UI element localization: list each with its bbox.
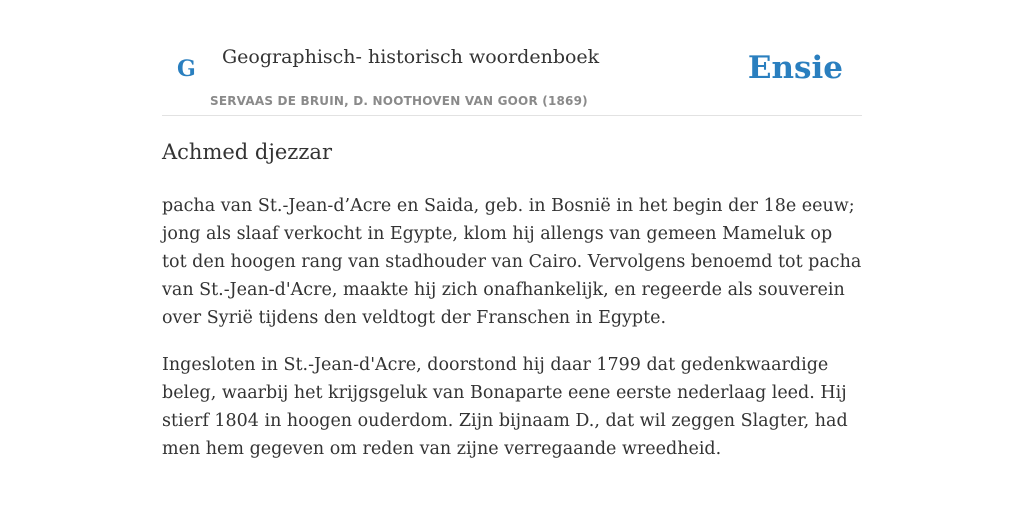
entry-paragraph-1: pacha van St.-Jean-d’Acre en Saida, geb. in Bosnië in het begin der 18e eeuw; jong als slaaf verkocht in Egypte, klom hij allengs van gemeen Mameluk op tot den hoogen rang van stadhouder van Cairo. Vervolgens benoemd tot pacha van St.-Jean-d'Acre, maakte hij zich onafhankelijk, en regeerde als souverein over Syrië tijdens den veldtogt der Franschen in Egypte. xyxy=(162,196,862,328)
entry-paragraph-2: Ingesloten in St.-Jean-d'Acre, doorstond hij daar 1799 dat gedenkwaardige beleg, waarbij het krijgsgeluk van Bonaparte eene eerste nederlaag leed. Hij stierf 1804 in hoogen ouderdom. Zijn bijnaam D., dat wil zeggen Slagter, had men hem gegeven om reden van zijne verregaande wreedheid. xyxy=(162,355,848,459)
book-author: SERVAAS DE BRUIN, D. NOOTHOVEN VAN GOOR (1869) xyxy=(210,94,588,108)
entry-title: Achmed djezzar xyxy=(162,140,332,164)
entry-body xyxy=(162,192,862,482)
book-letter-icon[interactable]: G xyxy=(177,56,196,82)
book-title-link[interactable]: Geographisch- historisch woordenboek xyxy=(222,46,600,68)
source-header xyxy=(162,40,862,116)
ensie-logo[interactable]: Ensie xyxy=(747,50,843,86)
